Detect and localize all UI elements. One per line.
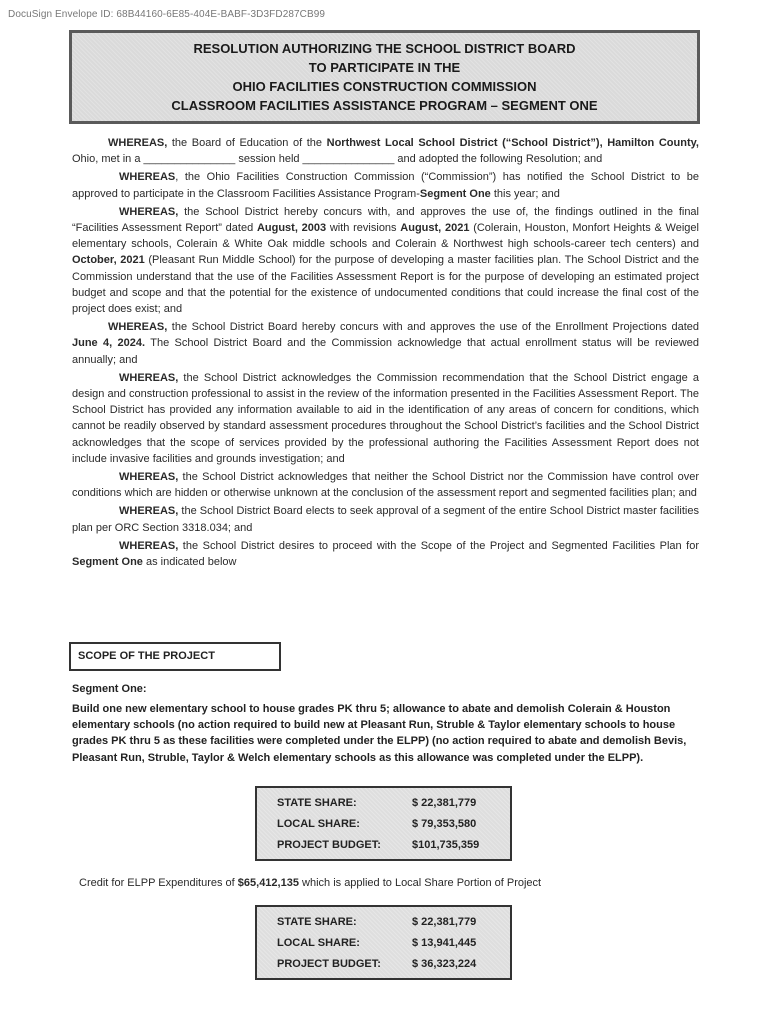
budget-label: STATE SHARE: <box>277 916 357 928</box>
segment-name: Segment One <box>419 187 491 200</box>
resolution-title-box <box>69 30 700 124</box>
revision-date: August, 2021 <box>400 222 470 235</box>
paragraph-text: as indicated below <box>142 556 237 569</box>
paragraph-text: the School District hereby concurs with, and approves the use of, the findings outlined in the final “Facilities Assessment Report” dated <box>72 205 699 235</box>
budget-value: $ 36,323,224 <box>412 958 477 970</box>
whereas-keyword: WHEREAS, <box>119 205 179 218</box>
budget-table-adjusted <box>255 905 512 980</box>
segment-name: Segment One <box>72 556 143 569</box>
budget-label: STATE SHARE: <box>277 797 357 809</box>
paragraph-text: with revisions <box>326 222 401 235</box>
whereas-paragraph-2 <box>72 169 699 201</box>
whereas-paragraph-3 <box>72 204 699 317</box>
budget-value: $ 13,941,445 <box>412 937 477 949</box>
whereas-paragraph-6 <box>72 469 699 501</box>
whereas-keyword: WHEREAS, <box>108 137 168 149</box>
whereas-keyword: WHEREAS <box>119 171 176 184</box>
title-line: OHIO FACILITIES CONSTRUCTION COMMISSION <box>232 79 537 94</box>
whereas-keyword: WHEREAS, <box>119 505 179 518</box>
budget-row-project-budget <box>257 835 510 856</box>
docusign-envelope-id: DocuSign Envelope ID: 68B44160-6E85-404E-BABF-3D3FD287CB99 <box>8 9 326 20</box>
paragraph-text: (Colerain, Houston, Monfort Heights & Weigel elementary schools, Colerain & White Oak middle schools and Colerain & Northwest high schools-career tech centers) and <box>72 222 699 251</box>
whereas-paragraph-5 <box>72 370 699 467</box>
revision-date: October, 2021 <box>72 254 145 267</box>
paragraph-text: the School District Board elects to seek approval of a segment of the entire School District master facilities plan per ORC Section 3318.034; and <box>72 505 699 534</box>
paragraph-text: the Board of Education of the <box>167 137 327 149</box>
budget-value: $ 79,353,580 <box>412 818 477 830</box>
budget-label: PROJECT BUDGET: <box>277 958 381 970</box>
district-name: Northwest Local School District (“School District”), Hamilton County, <box>326 137 699 149</box>
paragraph-text: , the Ohio Facilities Construction Commission (“Commission”) has notified the School District to be approved to participate in the Classroom Facilities Assistance Program- <box>72 171 699 200</box>
budget-row-local-share <box>257 933 510 954</box>
segment-description: Build one new elementary school to house grades PK thru 5; allowance to abate and demolish Colerain & Houston elementary schools (no action required to build new at Pleasant Run, Struble & Taylor elementary schools to house grades PK thru 5 as these facilities were completed under the ELPP) (no action required to abate and demolish Bevis, Pleasant Run, Struble, Taylor & Welch elementary schools as this allowance was completed under the ELPP). <box>72 703 687 764</box>
segment-heading: Segment One: <box>72 683 147 695</box>
budget-label: LOCAL SHARE: <box>277 818 360 830</box>
whereas-paragraph-1 <box>72 135 699 167</box>
paragraph-text: (Pleasant Run Middle School) for the purpose of developing a master facilities plan. The School District and the Commission understand that the use of the Facilities Assessment Report is for the purpose of developing an estimated project budget and scope and that the potential for the existence of undocumented conditions that could increase the final cost of the project does exist; and <box>72 254 700 316</box>
resolution-body <box>72 135 699 572</box>
paragraph-text: the School District Board hereby concurs with and approves the use of the Enrollment Projections dated <box>167 321 699 334</box>
projection-date: June 4, 2024. <box>72 337 146 350</box>
title-line: RESOLUTION AUTHORIZING THE SCHOOL DISTRICT BOARD <box>193 41 576 56</box>
budget-label: LOCAL SHARE: <box>277 937 360 949</box>
budget-value: $101,735,359 <box>412 839 480 851</box>
budget-table-segment-one <box>255 786 512 861</box>
whereas-keyword: WHEREAS, <box>119 539 179 552</box>
budget-label: PROJECT BUDGET: <box>277 839 381 851</box>
report-date: August, 2003 <box>256 222 327 235</box>
paragraph-text: this year; and <box>490 187 560 200</box>
budget-row-project-budget <box>257 954 510 975</box>
whereas-keyword: WHEREAS, <box>119 371 179 384</box>
whereas-paragraph-8 <box>72 538 699 570</box>
credit-text: Credit for ELPP Expenditures of <box>79 877 238 889</box>
paragraph-text: the School District acknowledges the Commission recommendation that the School District engage a design and construction professional to assist in the review of the information presented in the Facilities Assessment Report. The School District has provided any information available to aid in the identification of any areas of concern for conditions, which cannot be readily observed by standard assessment procedures throughout the School District’s facilities and the School District acknowledges that the scope of services provided by the professional authoring the Facilities Assessment Report does not include invasive facilities and grounds investigation; and <box>72 371 699 465</box>
title-line: CLASSROOM FACILITIES ASSISTANCE PROGRAM – SEGMENT ONE <box>171 98 598 113</box>
paragraph-text: Ohio, met in a _______________ session held _______________ and adopted the following Resolution; and <box>72 153 603 166</box>
budget-value: $ 22,381,779 <box>412 797 477 809</box>
budget-row-state-share <box>257 912 510 933</box>
whereas-paragraph-4 <box>72 319 699 368</box>
title-line: TO PARTICIPATE IN THE <box>308 60 461 75</box>
paragraph-text: the School District acknowledges that neither the School District nor the Commission have control over conditions which are hidden or otherwise unknown at the conclusion of the assessment report and segmented facilities plan; and <box>72 471 699 500</box>
whereas-keyword: WHEREAS, <box>108 321 168 334</box>
paragraph-text: The School District Board and the Commission acknowledge that actual enrollment status will be reviewed annually; and <box>72 337 699 366</box>
paragraph-text: the School District desires to proceed with the Scope of the Project and Segmented Facilities Plan for <box>178 539 699 552</box>
credit-text: which is applied to Local Share Portion of Project <box>298 877 542 889</box>
budget-row-state-share <box>257 793 510 814</box>
budget-row-local-share <box>257 814 510 835</box>
budget-value: $ 22,381,779 <box>412 916 477 928</box>
elpp-credit-note <box>79 877 541 889</box>
scope-of-project-heading: SCOPE OF THE PROJECT <box>69 642 281 671</box>
whereas-paragraph-7 <box>72 503 699 535</box>
credit-amount: $65,412,135 <box>237 877 299 889</box>
whereas-keyword: WHEREAS, <box>119 471 179 484</box>
